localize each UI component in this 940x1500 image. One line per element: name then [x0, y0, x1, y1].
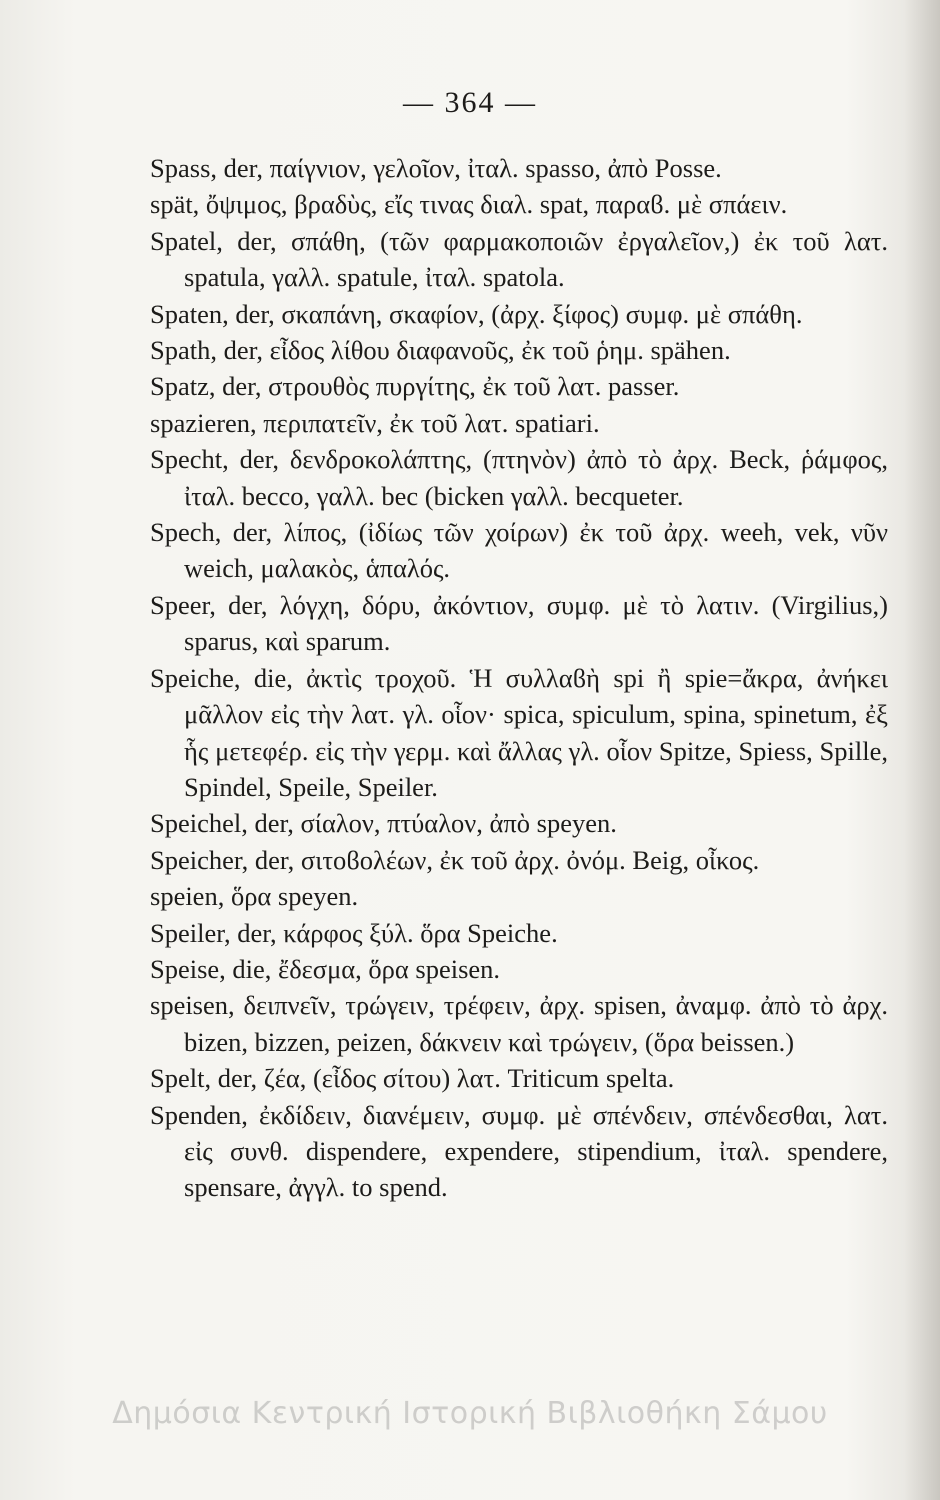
dictionary-entry: Spelt, der, ζέα, (εἶδος σίτου) λατ. Triticum spelta. [150, 1063, 675, 1094]
dictionary-entry: Spaten, der, σκαπάνη, σκαφίον, (ἀρχ. ξίφος) συμφ. μὲ σπάθη. [150, 298, 803, 329]
dictionary-entry: Spass, der, παίγνιον, γελοῖον, ἰταλ. spasso, ἀπὸ Posse. [150, 153, 722, 183]
dictionary-entry: Spatel, der, σπάθη, (τῶν φαρμακοποιῶν ἐργαλεῖον,) ἐκ τοῦ λατ. spatula, γαλλ. spatule, ἰταλ. spatola. [150, 225, 888, 293]
dictionary-entry: Speicher, der, σιτοϐολέων, ἐκ τοῦ ἀρχ. ὀνόμ. Beig, οἶκος. [150, 844, 760, 875]
dictionary-entry: spazieren, περιπατεῖν, ἐκ τοῦ λατ. spatiari. [150, 407, 600, 438]
dictionary-entry: speisen, δειπνεῖν, τρώγειν, τρέφειν, ἀρχ. spisen, ἀναμφ. ἀπὸ τὸ ἀρχ. bizen, bizzen, peizen, δάκνειν καὶ τρώγειν, (ὅρα beissen.) [150, 990, 888, 1057]
page-edge-shadow [904, 0, 940, 1500]
dictionary-entries [150, 150, 888, 1206]
dictionary-entry: Speiche, die, ἀκτὶς τροχοῦ. Ἡ συλλαϐὴ spi ἢ spie=ἄκρα, ἀνήκει μᾶλλον εἰς τὴν λατ. γλ. οἷον· spica, spiculum, spina, spinetum, ἐξ ἧς μετεφέρ. εἰς τὴν γερμ. καὶ ἄλλας γλ. οἷον Spitze, Spiess, Spille, Spindel, Speile, Speiler. [150, 662, 888, 802]
dictionary-entry: speien, ὅρα speyen. [150, 881, 359, 912]
page-number: — 364 — [403, 86, 537, 119]
dictionary-entry: Spenden, ἐκδίδειν, διανέμειν, συμφ. μὲ σπένδειν, σπένδεσθαι, λατ. εἰς συνθ. dispendere, expendere, stipendium, ἰταλ. spendere, spensare, ἀγγλ. to spend. [150, 1099, 888, 1203]
dictionary-entry: Spech, der, λίπος, (ἰδίως τῶν χοίρων) ἐκ τοῦ ἀρχ. weeh, vek, νῦν weich, μαλακὸς, ἁπαλός. [150, 517, 888, 584]
dictionary-entry: Speer, der, λόγχη, δόρυ, ἀκόντιον, συμφ. μὲ τὸ λατιν. (Virgilius,) sparus, καὶ sparum. [150, 589, 888, 657]
library-watermark: Δημόσια Κεντρική Ιστορική Βιβλιοθήκη Σάμου [112, 1396, 828, 1431]
dictionary-entry: spät, ὄψιμος, βραδὺς, εἴς τινας διαλ. spat, παραϐ. μὲ σπάειν. [150, 189, 788, 220]
dictionary-entry: Spath, der, εἶδος λίθου διαφανοῦς, ἐκ τοῦ ῥημ. spähen. [150, 335, 731, 366]
dictionary-entry: Speichel, der, σίαλον, πτύαλον, ἀπὸ speyen. [150, 808, 617, 839]
dictionary-entry: Spatz, der, στρουθὸς πυργίτης, ἐκ τοῦ λατ. passer. [150, 371, 680, 402]
dictionary-entry: Speiler, der, κάρφος ξύλ. ὅρα Speiche. [150, 917, 558, 948]
dictionary-entry: Specht, der, δενδροκολάπτης, (πτηνὸν) ἀπὸ τὸ ἀρχ. Beck, ῥάμφος, ἰταλ. becco, γαλλ. bec (bicken γαλλ. becqueter. [150, 444, 888, 511]
dictionary-entry: Speise, die, ἔδεσμα, ὅρα speisen. [150, 953, 501, 984]
